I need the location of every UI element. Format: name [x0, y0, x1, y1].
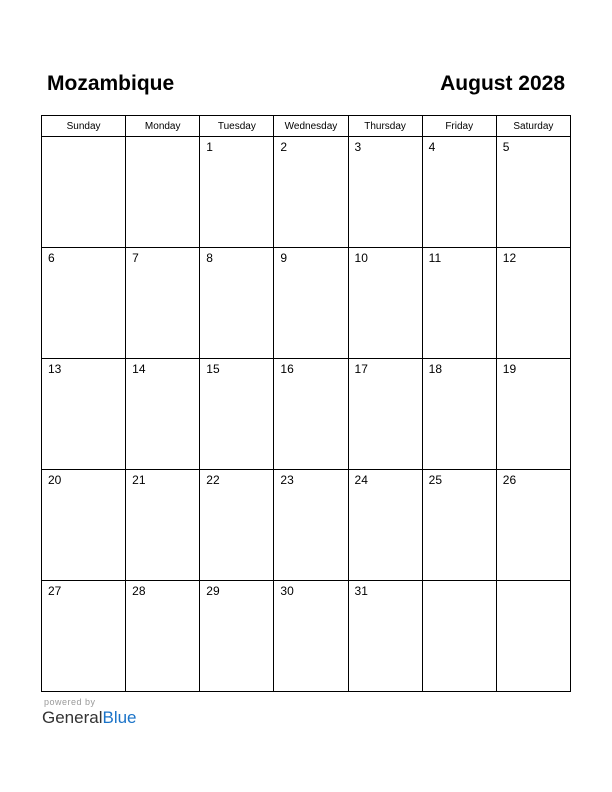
day-cell — [200, 581, 274, 692]
day-number: 28 — [132, 584, 146, 598]
day-cell — [126, 581, 200, 692]
day-number: 10 — [354, 251, 368, 265]
day-cell — [274, 581, 348, 692]
day-number: 13 — [48, 362, 62, 376]
weekday-header-wednesday: Wednesday — [274, 116, 348, 137]
day-cell — [422, 137, 496, 248]
day-number: 19 — [502, 362, 517, 376]
day-cell — [496, 248, 570, 359]
day-number: 8 — [206, 251, 213, 265]
day-cell — [348, 470, 422, 581]
day-cell — [274, 359, 348, 470]
day-cell — [42, 248, 126, 359]
day-number: 5 — [502, 140, 510, 154]
day-cell — [126, 470, 200, 581]
day-number — [42, 137, 125, 140]
day-number: 20 — [48, 473, 62, 487]
day-cell — [496, 359, 570, 470]
country-title: Mozambique — [47, 72, 175, 95]
generalblue-logo[interactable] — [42, 708, 137, 728]
day-number: 2 — [280, 140, 288, 154]
day-number: 24 — [354, 473, 368, 487]
weekday-header-saturday: Saturday — [496, 116, 570, 137]
calendar-grid — [41, 115, 571, 692]
day-cell — [42, 137, 126, 248]
day-cell — [200, 359, 274, 470]
day-number: 15 — [206, 362, 220, 376]
day-cell — [126, 137, 200, 248]
week-row — [42, 248, 571, 359]
day-number: 6 — [48, 251, 55, 265]
day-number: 9 — [280, 251, 288, 265]
day-cell — [496, 470, 570, 581]
brand-blue-text: Blue — [102, 708, 137, 727]
day-cell — [496, 137, 570, 248]
day-number — [497, 581, 570, 584]
day-cell — [422, 470, 496, 581]
day-cell — [200, 248, 274, 359]
day-number: 21 — [132, 473, 146, 487]
day-cell — [42, 581, 126, 692]
day-number: 23 — [280, 473, 294, 487]
month-year-title: August 2028 — [440, 72, 565, 95]
day-number: 14 — [132, 362, 146, 376]
day-number: 22 — [206, 473, 220, 487]
day-number: 17 — [354, 362, 368, 376]
day-number — [423, 581, 496, 584]
day-cell — [422, 581, 496, 692]
day-cell — [42, 470, 126, 581]
day-number: 26 — [502, 473, 517, 487]
day-number: 3 — [354, 140, 362, 154]
weekday-header-row — [42, 116, 571, 137]
week-row — [42, 470, 571, 581]
day-number: 25 — [428, 473, 443, 487]
week-row — [42, 359, 571, 470]
day-number: 16 — [280, 362, 294, 376]
day-number: 12 — [502, 251, 517, 265]
week-row — [42, 137, 571, 248]
day-number: 11 — [428, 251, 442, 265]
day-cell — [126, 359, 200, 470]
day-cell — [348, 581, 422, 692]
day-number: 31 — [354, 584, 368, 598]
day-cell — [348, 248, 422, 359]
day-cell — [422, 359, 496, 470]
day-number: 30 — [280, 584, 294, 598]
day-number: 27 — [48, 584, 62, 598]
weekday-header-sunday: Sunday — [42, 116, 126, 137]
weekday-header-monday: Monday — [126, 116, 200, 137]
weekday-header-friday: Friday — [422, 116, 496, 137]
day-cell — [200, 470, 274, 581]
day-cell — [348, 359, 422, 470]
day-cell — [42, 359, 126, 470]
day-number: 1 — [206, 140, 213, 154]
day-cell — [496, 581, 570, 692]
brand-general-text: General — [42, 708, 103, 727]
weekday-header-thursday: Thursday — [348, 116, 422, 137]
weekday-header-tuesday: Tuesday — [200, 116, 274, 137]
day-cell — [200, 137, 274, 248]
day-cell — [274, 470, 348, 581]
day-number: 7 — [132, 251, 139, 265]
day-cell — [126, 248, 200, 359]
powered-by-label: powered by — [44, 697, 96, 707]
day-number: 18 — [428, 362, 443, 376]
day-number: 29 — [206, 584, 220, 598]
day-cell — [274, 137, 348, 248]
day-cell — [274, 248, 348, 359]
day-cell — [422, 248, 496, 359]
day-number: 4 — [428, 140, 436, 154]
day-cell — [348, 137, 422, 248]
day-number — [126, 137, 199, 140]
week-row — [42, 581, 571, 692]
